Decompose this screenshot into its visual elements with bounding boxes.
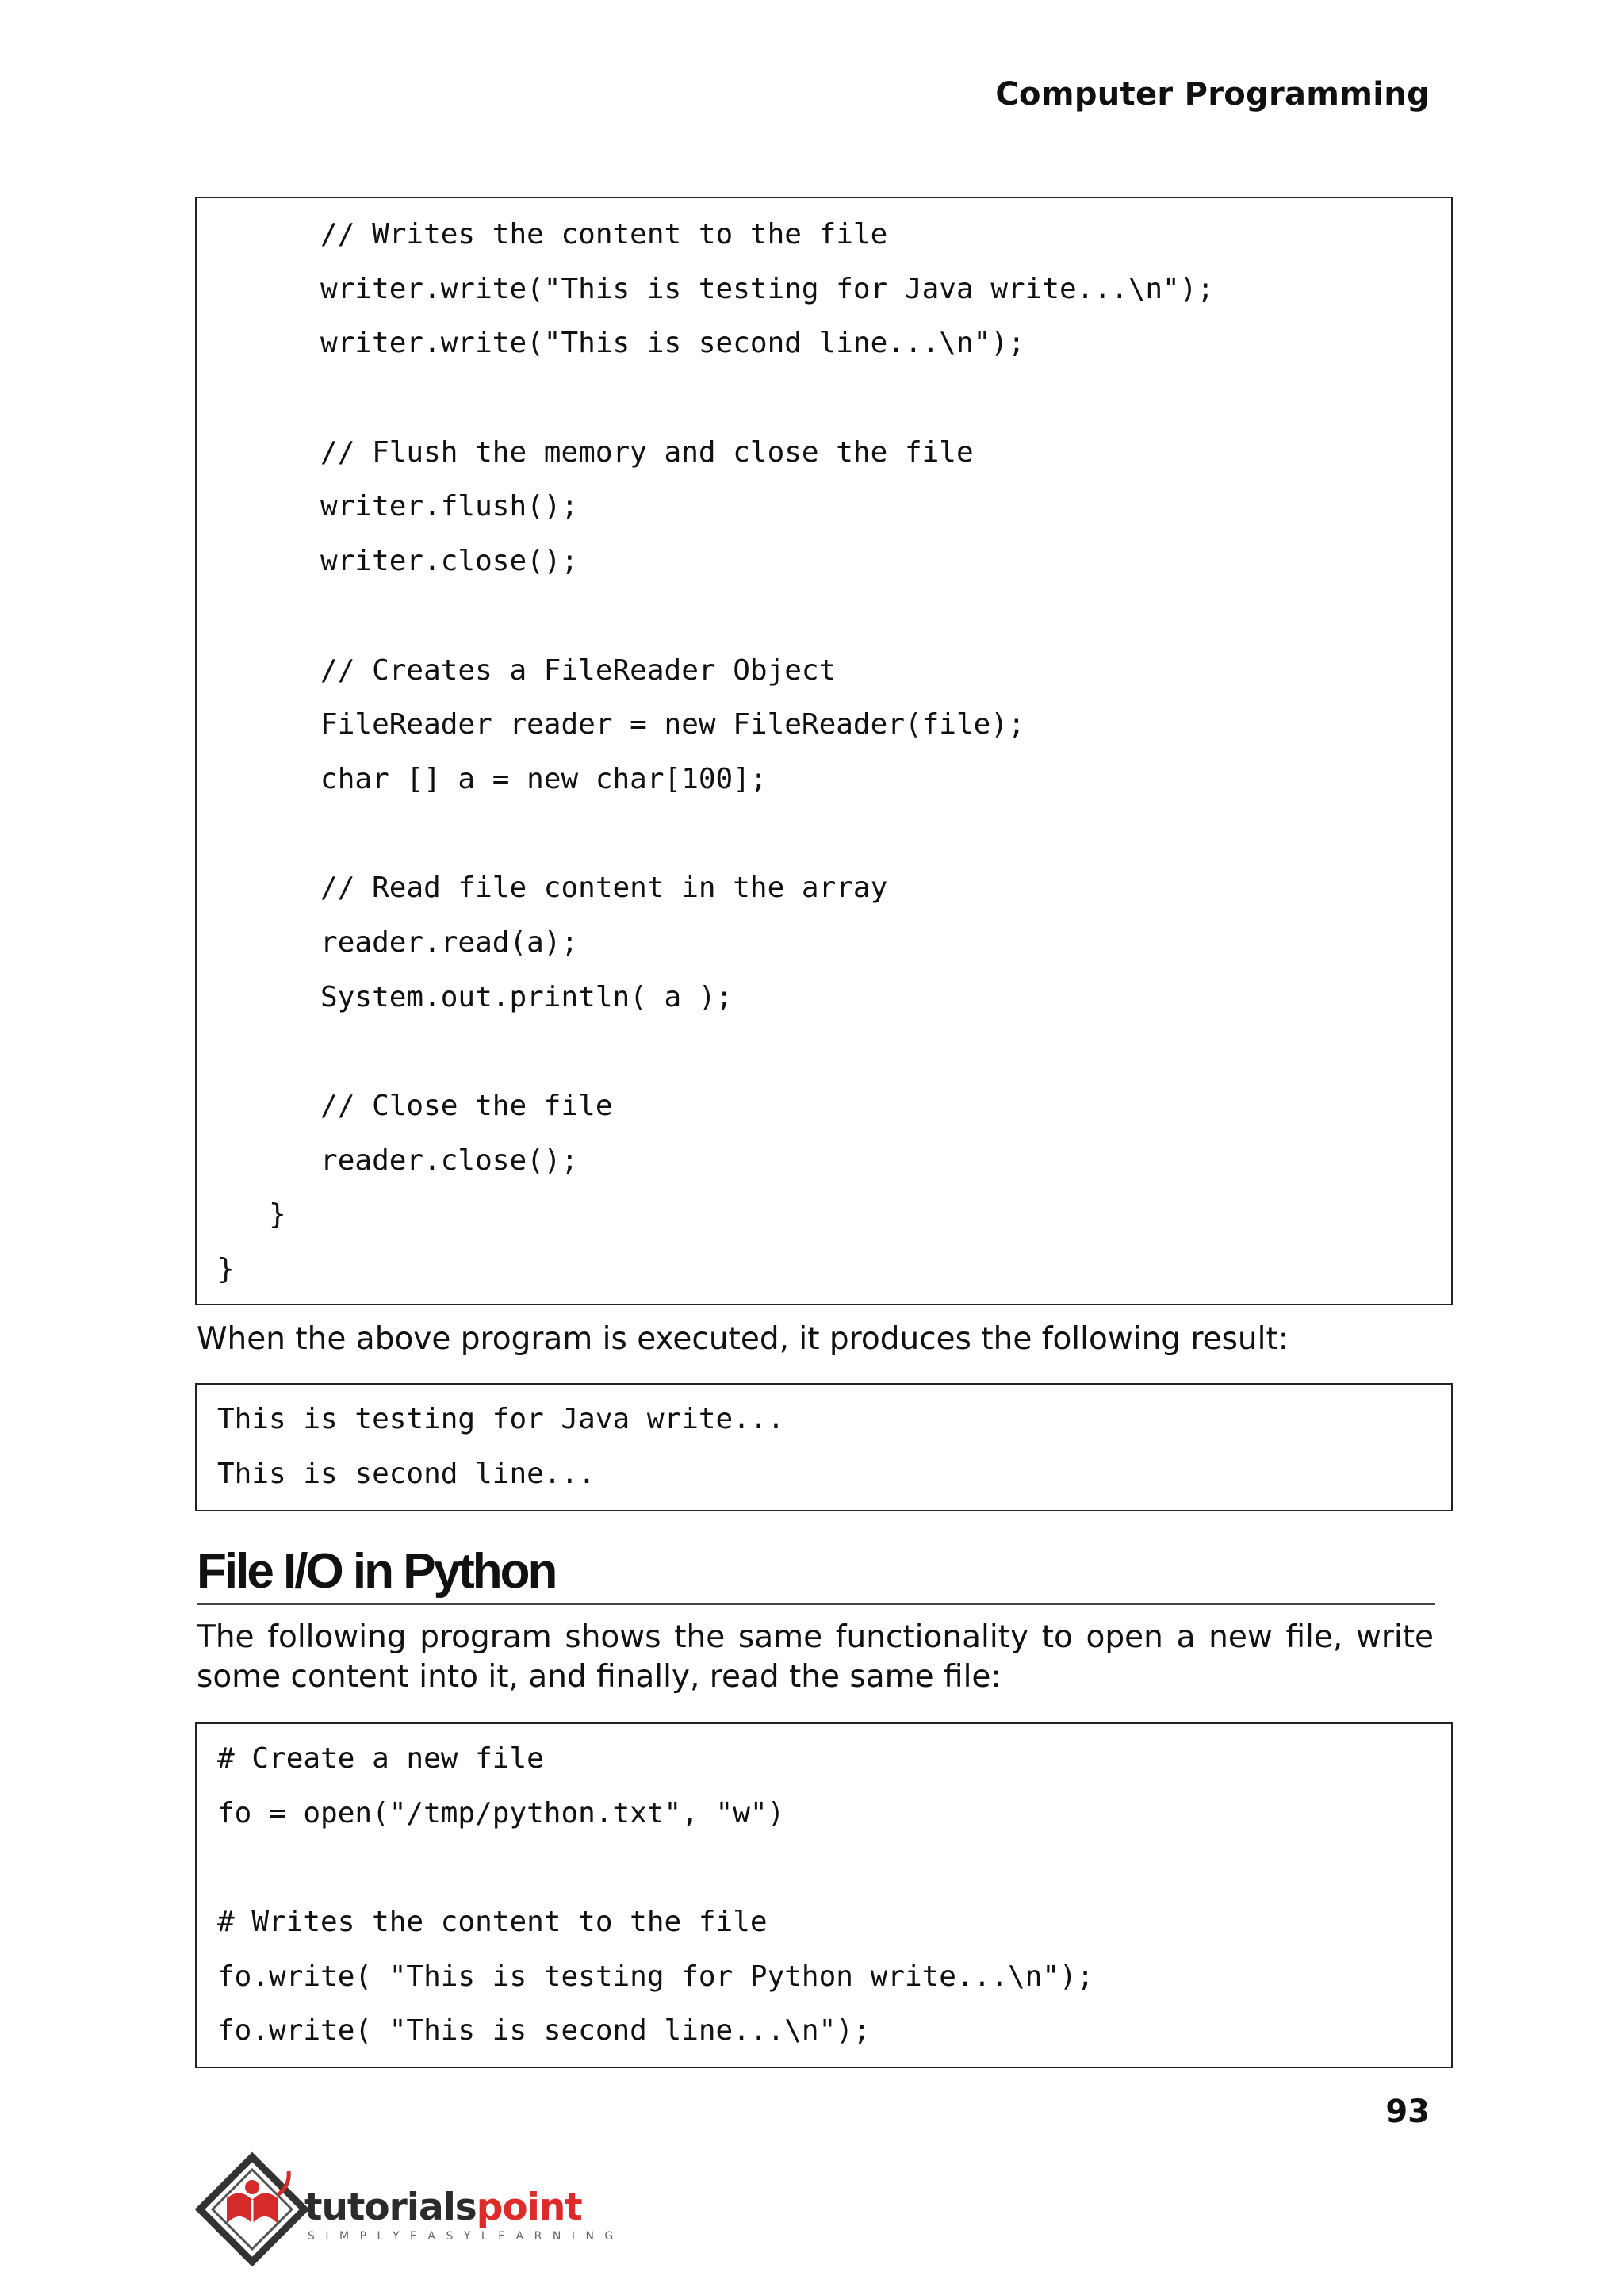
code-line: FileReader reader = new FileReader(file);	[217, 708, 1025, 741]
output-line: This is second line...	[217, 1457, 596, 1490]
output-line: This is testing for Java write...	[217, 1403, 785, 1435]
code-line: // Read file content in the array	[217, 872, 888, 905]
code-line: }	[217, 1253, 235, 1286]
logo-tagline: SIMPLYEASYLEARNING	[308, 2230, 624, 2243]
code-line: reader.read(a);	[217, 925, 579, 959]
code-line: writer.close();	[217, 545, 579, 578]
code-line: # Create a new file	[217, 1742, 544, 1775]
code-line	[217, 371, 1451, 426]
code-line	[217, 1025, 1451, 1079]
output-block	[195, 1383, 1453, 1511]
code-line	[217, 589, 1451, 644]
code-line: reader.close();	[217, 1144, 579, 1177]
java-code-block	[195, 197, 1453, 1305]
code-line: fo.write( "This is testing for Python write...\n");	[217, 1960, 1094, 1993]
code-line: # Writes the content to the file	[217, 1906, 768, 1939]
code-line: }	[217, 1198, 286, 1232]
logo-word-tutorials: tutorials	[304, 2186, 477, 2229]
book-diamond-icon	[195, 2151, 314, 2270]
python-code-block	[195, 1722, 1453, 2068]
section-heading: File I/O in Python	[197, 1542, 1435, 1605]
logo-wordmark	[304, 2186, 582, 2229]
intro-paragraph: The following program shows the same functionality to open a new file, write some content into it, and finally, read the same file:	[197, 1619, 1434, 1695]
code-line: writer.flush();	[217, 490, 579, 523]
code-line: // Close the file	[217, 1090, 613, 1122]
publisher-logo	[195, 2151, 624, 2278]
result-paragraph: When the above program is executed, it produces the following result:	[197, 1321, 1289, 1357]
code-line	[217, 1841, 1451, 1895]
code-line: System.out.println( a );	[217, 980, 733, 1013]
logo-word-point: point	[476, 2186, 582, 2229]
code-line: fo.write( "This is second line...\n");	[217, 2014, 871, 2048]
code-line: writer.write("This is second line...\n");	[217, 327, 1025, 360]
code-line: char [] a = new char[100];	[217, 762, 768, 795]
code-line: fo = open("/tmp/python.txt", "w")	[217, 1796, 785, 1829]
page-number: 93	[1385, 2094, 1430, 2130]
code-line: // Writes the content to the file	[217, 218, 888, 251]
code-line: writer.write("This is testing for Java write...\n");	[217, 272, 1215, 305]
code-line: // Flush the memory and close the file	[217, 435, 974, 469]
code-line	[217, 807, 1451, 862]
running-header: Computer Programming	[995, 76, 1430, 113]
code-line: // Creates a FileReader Object	[217, 653, 837, 687]
